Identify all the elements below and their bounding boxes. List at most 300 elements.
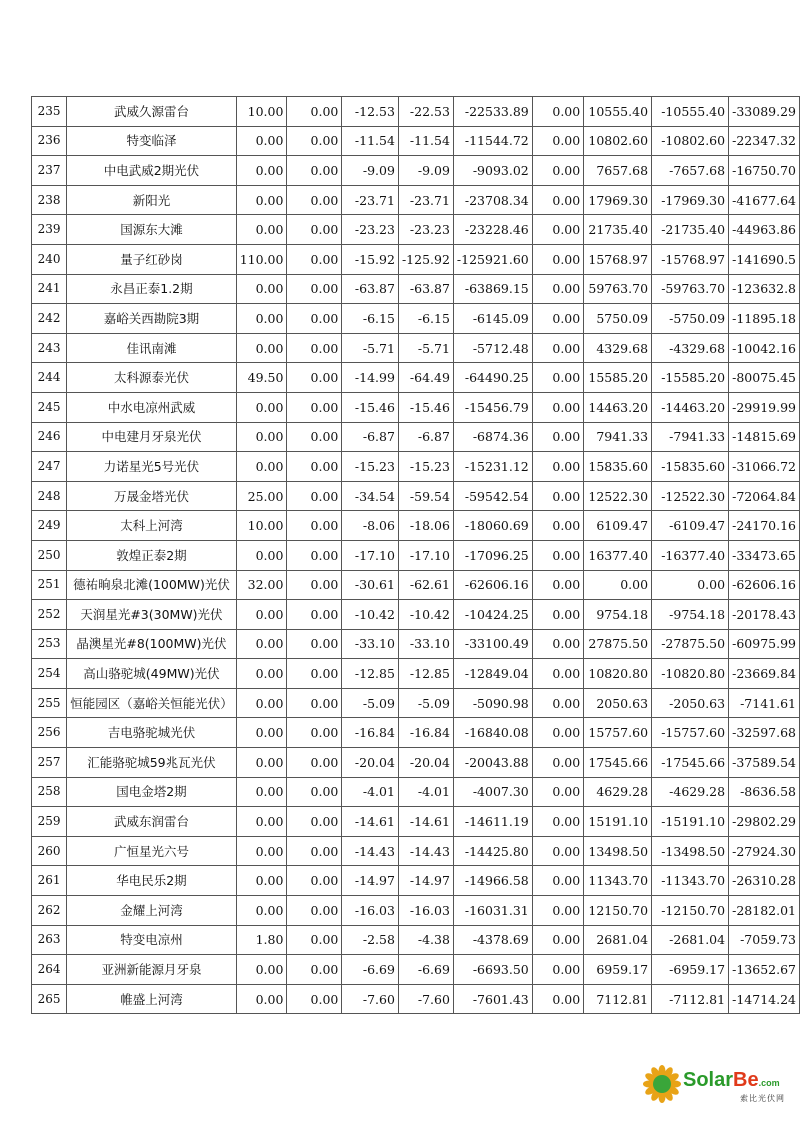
value-cell: -16377.40 xyxy=(652,540,729,570)
station-name-cell: 高山骆驼城(49MW)光伏 xyxy=(67,659,237,689)
value-cell: -6.87 xyxy=(342,422,399,452)
value-cell: 0.00 xyxy=(532,511,583,541)
station-name-cell: 太科源泰光伏 xyxy=(67,363,237,393)
value-cell: 12150.70 xyxy=(584,896,652,926)
solarbe-logo xyxy=(640,1062,790,1108)
value-cell: 17545.66 xyxy=(584,748,652,778)
value-cell: -16.84 xyxy=(342,718,399,748)
value-cell: -14714.24 xyxy=(729,984,800,1014)
value-cell: 4629.28 xyxy=(584,777,652,807)
value-cell: -6959.17 xyxy=(652,955,729,985)
value-cell: 0.00 xyxy=(236,600,287,630)
value-cell: -17969.30 xyxy=(652,185,729,215)
station-name-cell: 亚洲新能源月牙泉 xyxy=(67,955,237,985)
value-cell: 0.00 xyxy=(532,984,583,1014)
station-name-cell: 新阳光 xyxy=(67,185,237,215)
value-cell: -63.87 xyxy=(398,274,453,304)
station-name-cell: 力诺星光5号光伏 xyxy=(67,452,237,482)
value-cell: -23669.84 xyxy=(729,659,800,689)
value-cell: -17.10 xyxy=(342,540,399,570)
flower-center xyxy=(653,1075,671,1093)
value-cell: -22533.89 xyxy=(453,97,532,127)
value-cell: 0.00 xyxy=(236,718,287,748)
value-cell: -27924.30 xyxy=(729,836,800,866)
value-cell: -23228.46 xyxy=(453,215,532,245)
value-cell: 59763.70 xyxy=(584,274,652,304)
value-cell: 110.00 xyxy=(236,244,287,274)
value-cell: -59763.70 xyxy=(652,274,729,304)
value-cell: -20178.43 xyxy=(729,600,800,630)
value-cell: -7657.68 xyxy=(652,156,729,186)
value-cell: 0.00 xyxy=(532,748,583,778)
value-cell: -2.58 xyxy=(342,925,399,955)
value-cell: -5750.09 xyxy=(652,304,729,334)
value-cell: -59.54 xyxy=(398,481,453,511)
value-cell: -5090.98 xyxy=(453,688,532,718)
value-cell: 0.00 xyxy=(236,452,287,482)
value-cell: 0.00 xyxy=(532,659,583,689)
value-cell: 0.00 xyxy=(532,600,583,630)
table-row xyxy=(32,304,800,334)
value-cell: -11343.70 xyxy=(652,866,729,896)
row-number-cell: 245 xyxy=(32,392,67,422)
value-cell: -123632.8 xyxy=(729,274,800,304)
value-cell: -33473.65 xyxy=(729,540,800,570)
value-cell: -72064.84 xyxy=(729,481,800,511)
value-cell: -14.43 xyxy=(342,836,399,866)
row-number-cell: 237 xyxy=(32,156,67,186)
value-cell: 0.00 xyxy=(532,925,583,955)
value-cell: -11544.72 xyxy=(453,126,532,156)
value-cell: -16.84 xyxy=(398,718,453,748)
value-cell: 0.00 xyxy=(236,185,287,215)
value-cell: -18060.69 xyxy=(453,511,532,541)
station-name-cell: 恒能园区（嘉峪关恒能光伏） xyxy=(67,688,237,718)
table-row xyxy=(32,481,800,511)
table-row xyxy=(32,688,800,718)
row-number-cell: 240 xyxy=(32,244,67,274)
value-cell: -26310.28 xyxy=(729,866,800,896)
value-cell: -14.97 xyxy=(398,866,453,896)
value-cell: -125.92 xyxy=(398,244,453,274)
value-cell: 10802.60 xyxy=(584,126,652,156)
row-number-cell: 265 xyxy=(32,984,67,1014)
value-cell: -22.53 xyxy=(398,97,453,127)
station-name-cell: 万晟金塔光伏 xyxy=(67,481,237,511)
row-number-cell: 256 xyxy=(32,718,67,748)
value-cell: -14425.80 xyxy=(453,836,532,866)
value-cell: 0.00 xyxy=(532,215,583,245)
row-number-cell: 252 xyxy=(32,600,67,630)
station-name-cell: 帷盛上河湾 xyxy=(67,984,237,1014)
value-cell: 0.00 xyxy=(532,896,583,926)
station-name-cell: 汇能骆驼城59兆瓦光伏 xyxy=(67,748,237,778)
station-name-cell: 武威东润雷台 xyxy=(67,807,237,837)
value-cell: 0.00 xyxy=(532,422,583,452)
row-number-cell: 241 xyxy=(32,274,67,304)
value-cell: -15.92 xyxy=(342,244,399,274)
value-cell: -4.38 xyxy=(398,925,453,955)
row-number-cell: 264 xyxy=(32,955,67,985)
value-cell: 0.00 xyxy=(532,955,583,985)
value-cell: 0.00 xyxy=(287,600,342,630)
value-cell: 1.80 xyxy=(236,925,287,955)
row-number-cell: 255 xyxy=(32,688,67,718)
station-name-cell: 武威久源雷台 xyxy=(67,97,237,127)
value-cell: 0.00 xyxy=(287,570,342,600)
row-number-cell: 244 xyxy=(32,363,67,393)
value-cell: -16.03 xyxy=(398,896,453,926)
table-row xyxy=(32,363,800,393)
value-cell: -9754.18 xyxy=(652,600,729,630)
station-name-cell: 永昌正泰1.2期 xyxy=(67,274,237,304)
station-name-cell: 德祐晌泉北滩(100MW)光伏 xyxy=(67,570,237,600)
value-cell: 7112.81 xyxy=(584,984,652,1014)
table-row xyxy=(32,718,800,748)
value-cell: -15.23 xyxy=(398,452,453,482)
value-cell: 0.00 xyxy=(236,984,287,1014)
table-row xyxy=(32,600,800,630)
value-cell: 0.00 xyxy=(287,156,342,186)
value-cell: -15191.10 xyxy=(652,807,729,837)
value-cell: 0.00 xyxy=(236,274,287,304)
value-cell: -8636.58 xyxy=(729,777,800,807)
value-cell: 14463.20 xyxy=(584,392,652,422)
row-number-cell: 251 xyxy=(32,570,67,600)
table-row xyxy=(32,955,800,985)
value-cell: 4329.68 xyxy=(584,333,652,363)
value-cell: 0.00 xyxy=(236,422,287,452)
value-cell: -14611.19 xyxy=(453,807,532,837)
value-cell: -63.87 xyxy=(342,274,399,304)
value-cell: 0.00 xyxy=(532,718,583,748)
value-cell: -7601.43 xyxy=(453,984,532,1014)
logo-subtitle: 索比光伏网 xyxy=(740,1094,785,1103)
row-number-cell: 242 xyxy=(32,304,67,334)
value-cell: 0.00 xyxy=(287,866,342,896)
value-cell: 0.00 xyxy=(287,363,342,393)
value-cell: -15231.12 xyxy=(453,452,532,482)
row-number-cell: 238 xyxy=(32,185,67,215)
row-number-cell: 260 xyxy=(32,836,67,866)
value-cell: -2681.04 xyxy=(652,925,729,955)
value-cell: -33.10 xyxy=(342,629,399,659)
value-cell: 0.00 xyxy=(236,777,287,807)
table-row xyxy=(32,333,800,363)
value-cell: 0.00 xyxy=(236,156,287,186)
station-name-cell: 天润星光#3(30MW)光伏 xyxy=(67,600,237,630)
value-cell: -12849.04 xyxy=(453,659,532,689)
value-cell: 0.00 xyxy=(287,274,342,304)
value-cell: -29919.99 xyxy=(729,392,800,422)
row-number-cell: 263 xyxy=(32,925,67,955)
value-cell: 11343.70 xyxy=(584,866,652,896)
value-cell: 0.00 xyxy=(236,659,287,689)
value-cell: -16031.31 xyxy=(453,896,532,926)
table-row xyxy=(32,836,800,866)
table-row xyxy=(32,392,800,422)
value-cell: 0.00 xyxy=(532,452,583,482)
station-name-cell: 特变临泽 xyxy=(67,126,237,156)
value-cell: 0.00 xyxy=(287,688,342,718)
station-name-cell: 国电金塔2期 xyxy=(67,777,237,807)
value-cell: -15.46 xyxy=(342,392,399,422)
value-cell: -20043.88 xyxy=(453,748,532,778)
value-cell: -44963.86 xyxy=(729,215,800,245)
value-cell: -5.71 xyxy=(342,333,399,363)
value-cell: 0.00 xyxy=(287,718,342,748)
row-number-cell: 257 xyxy=(32,748,67,778)
value-cell: -8.06 xyxy=(342,511,399,541)
value-cell: 0.00 xyxy=(236,126,287,156)
value-cell: -14.99 xyxy=(342,363,399,393)
value-cell: -6145.09 xyxy=(453,304,532,334)
value-cell: -15768.97 xyxy=(652,244,729,274)
table-row xyxy=(32,866,800,896)
station-name-cell: 特变电凉州 xyxy=(67,925,237,955)
value-cell: 0.00 xyxy=(532,836,583,866)
value-cell: -4378.69 xyxy=(453,925,532,955)
value-cell: -4.01 xyxy=(342,777,399,807)
value-cell: -6109.47 xyxy=(652,511,729,541)
value-cell: 15585.20 xyxy=(584,363,652,393)
row-number-cell: 247 xyxy=(32,452,67,482)
row-number-cell: 239 xyxy=(32,215,67,245)
value-cell: -5.71 xyxy=(398,333,453,363)
value-cell: 5750.09 xyxy=(584,304,652,334)
value-cell: 0.00 xyxy=(532,304,583,334)
value-cell: -11895.18 xyxy=(729,304,800,334)
value-cell: 0.00 xyxy=(287,540,342,570)
value-cell: -10820.80 xyxy=(652,659,729,689)
table-row xyxy=(32,659,800,689)
value-cell: 0.00 xyxy=(287,304,342,334)
value-cell: -23708.34 xyxy=(453,185,532,215)
table-row xyxy=(32,748,800,778)
table-row xyxy=(32,244,800,274)
value-cell: -20.04 xyxy=(398,748,453,778)
row-number-cell: 259 xyxy=(32,807,67,837)
value-cell: 0.00 xyxy=(287,659,342,689)
value-cell: -14.97 xyxy=(342,866,399,896)
row-number-cell: 262 xyxy=(32,896,67,926)
value-cell: -12522.30 xyxy=(652,481,729,511)
value-cell: 9754.18 xyxy=(584,600,652,630)
value-cell: -28182.01 xyxy=(729,896,800,926)
table-row xyxy=(32,570,800,600)
value-cell: 0.00 xyxy=(287,422,342,452)
value-cell: -15835.60 xyxy=(652,452,729,482)
value-cell: -5712.48 xyxy=(453,333,532,363)
table-row xyxy=(32,185,800,215)
value-cell: -12.53 xyxy=(342,97,399,127)
row-number-cell: 250 xyxy=(32,540,67,570)
value-cell: -32597.68 xyxy=(729,718,800,748)
value-cell: -7.60 xyxy=(398,984,453,1014)
value-cell: -23.71 xyxy=(342,185,399,215)
row-number-cell: 258 xyxy=(32,777,67,807)
value-cell: -12150.70 xyxy=(652,896,729,926)
station-name-cell: 广恒星光六号 xyxy=(67,836,237,866)
value-cell: -20.04 xyxy=(342,748,399,778)
value-cell: -5.09 xyxy=(342,688,399,718)
value-cell: 0.00 xyxy=(236,955,287,985)
value-cell: -10555.40 xyxy=(652,97,729,127)
value-cell: 0.00 xyxy=(287,452,342,482)
row-number-cell: 261 xyxy=(32,866,67,896)
value-cell: 0.00 xyxy=(236,866,287,896)
value-cell: -141690.5 xyxy=(729,244,800,274)
value-cell: 7657.68 xyxy=(584,156,652,186)
value-cell: -33089.29 xyxy=(729,97,800,127)
value-cell: -6.69 xyxy=(342,955,399,985)
value-cell: -62606.16 xyxy=(729,570,800,600)
station-name-cell: 中电建月牙泉光伏 xyxy=(67,422,237,452)
value-cell: -4.01 xyxy=(398,777,453,807)
station-name-cell: 国源东大滩 xyxy=(67,215,237,245)
value-cell: 0.00 xyxy=(532,629,583,659)
value-cell: 0.00 xyxy=(287,126,342,156)
value-cell: -14463.20 xyxy=(652,392,729,422)
value-cell: -4329.68 xyxy=(652,333,729,363)
value-cell: 0.00 xyxy=(287,984,342,1014)
table-row xyxy=(32,511,800,541)
value-cell: 16377.40 xyxy=(584,540,652,570)
value-cell: 10555.40 xyxy=(584,97,652,127)
data-table xyxy=(31,96,800,1014)
table-row xyxy=(32,896,800,926)
value-cell: -6.15 xyxy=(398,304,453,334)
value-cell: -15757.60 xyxy=(652,718,729,748)
value-cell: -17545.66 xyxy=(652,748,729,778)
value-cell: 0.00 xyxy=(287,836,342,866)
value-cell: -7059.73 xyxy=(729,925,800,955)
row-number-cell: 249 xyxy=(32,511,67,541)
table-row xyxy=(32,807,800,837)
value-cell: 32.00 xyxy=(236,570,287,600)
value-cell: -80075.45 xyxy=(729,363,800,393)
value-cell: 0.00 xyxy=(532,481,583,511)
value-cell: 0.00 xyxy=(287,629,342,659)
value-cell: 0.00 xyxy=(532,688,583,718)
value-cell: 0.00 xyxy=(652,570,729,600)
sunflower-icon xyxy=(640,1062,684,1106)
station-name-cell: 敦煌正泰2期 xyxy=(67,540,237,570)
value-cell: 0.00 xyxy=(236,304,287,334)
row-number-cell: 235 xyxy=(32,97,67,127)
value-cell: -37589.54 xyxy=(729,748,800,778)
table-row xyxy=(32,274,800,304)
data-table-container xyxy=(31,96,800,1014)
value-cell: -41677.64 xyxy=(729,185,800,215)
value-cell: 0.00 xyxy=(532,363,583,393)
value-cell: 0.00 xyxy=(532,156,583,186)
value-cell: 10.00 xyxy=(236,511,287,541)
value-cell: -34.54 xyxy=(342,481,399,511)
value-cell: -18.06 xyxy=(398,511,453,541)
value-cell: -23.71 xyxy=(398,185,453,215)
value-cell: 0.00 xyxy=(236,748,287,778)
table-row xyxy=(32,215,800,245)
value-cell: -7141.61 xyxy=(729,688,800,718)
value-cell: 15835.60 xyxy=(584,452,652,482)
value-cell: 6959.17 xyxy=(584,955,652,985)
value-cell: -10.42 xyxy=(342,600,399,630)
value-cell: 0.00 xyxy=(532,333,583,363)
value-cell: -2050.63 xyxy=(652,688,729,718)
value-cell: 49.50 xyxy=(236,363,287,393)
value-cell: -10.42 xyxy=(398,600,453,630)
value-cell: 6109.47 xyxy=(584,511,652,541)
value-cell: 0.00 xyxy=(287,511,342,541)
value-cell: 0.00 xyxy=(532,185,583,215)
value-cell: -10042.16 xyxy=(729,333,800,363)
value-cell: -16840.08 xyxy=(453,718,532,748)
value-cell: 27875.50 xyxy=(584,629,652,659)
value-cell: -12.85 xyxy=(342,659,399,689)
value-cell: 0.00 xyxy=(287,185,342,215)
value-cell: 7941.33 xyxy=(584,422,652,452)
value-cell: 0.00 xyxy=(287,333,342,363)
row-number-cell: 243 xyxy=(32,333,67,363)
value-cell: 0.00 xyxy=(236,215,287,245)
value-cell: -6874.36 xyxy=(453,422,532,452)
value-cell: 0.00 xyxy=(287,807,342,837)
value-cell: -27875.50 xyxy=(652,629,729,659)
value-cell: 0.00 xyxy=(236,333,287,363)
value-cell: -23.23 xyxy=(398,215,453,245)
value-cell: 0.00 xyxy=(532,244,583,274)
value-cell: -12.85 xyxy=(398,659,453,689)
value-cell: -10424.25 xyxy=(453,600,532,630)
value-cell: 25.00 xyxy=(236,481,287,511)
value-cell: -9.09 xyxy=(342,156,399,186)
value-cell: 17969.30 xyxy=(584,185,652,215)
value-cell: -29802.29 xyxy=(729,807,800,837)
table-body xyxy=(32,97,800,1014)
value-cell: -16750.70 xyxy=(729,156,800,186)
value-cell: -6693.50 xyxy=(453,955,532,985)
value-cell: 0.00 xyxy=(532,807,583,837)
value-cell: -30.61 xyxy=(342,570,399,600)
value-cell: -59542.54 xyxy=(453,481,532,511)
table-row xyxy=(32,984,800,1014)
value-cell: 0.00 xyxy=(287,481,342,511)
row-number-cell: 253 xyxy=(32,629,67,659)
value-cell: -22347.32 xyxy=(729,126,800,156)
value-cell: -4007.30 xyxy=(453,777,532,807)
value-cell: 0.00 xyxy=(236,836,287,866)
table-row xyxy=(32,422,800,452)
value-cell: 0.00 xyxy=(236,688,287,718)
value-cell: 0.00 xyxy=(287,925,342,955)
value-cell: -6.15 xyxy=(342,304,399,334)
value-cell: -13498.50 xyxy=(652,836,729,866)
value-cell: -7.60 xyxy=(342,984,399,1014)
table-row xyxy=(32,126,800,156)
logo-wordmark: SolarBe.com xyxy=(683,1069,780,1091)
table-row xyxy=(32,925,800,955)
value-cell: 15757.60 xyxy=(584,718,652,748)
value-cell: -15.23 xyxy=(342,452,399,482)
value-cell: -15585.20 xyxy=(652,363,729,393)
value-cell: 0.00 xyxy=(236,540,287,570)
value-cell: -10802.60 xyxy=(652,126,729,156)
station-name-cell: 晶澳星光#8(100MW)光伏 xyxy=(67,629,237,659)
value-cell: -14966.58 xyxy=(453,866,532,896)
station-name-cell: 中水电凉州武威 xyxy=(67,392,237,422)
value-cell: -23.23 xyxy=(342,215,399,245)
